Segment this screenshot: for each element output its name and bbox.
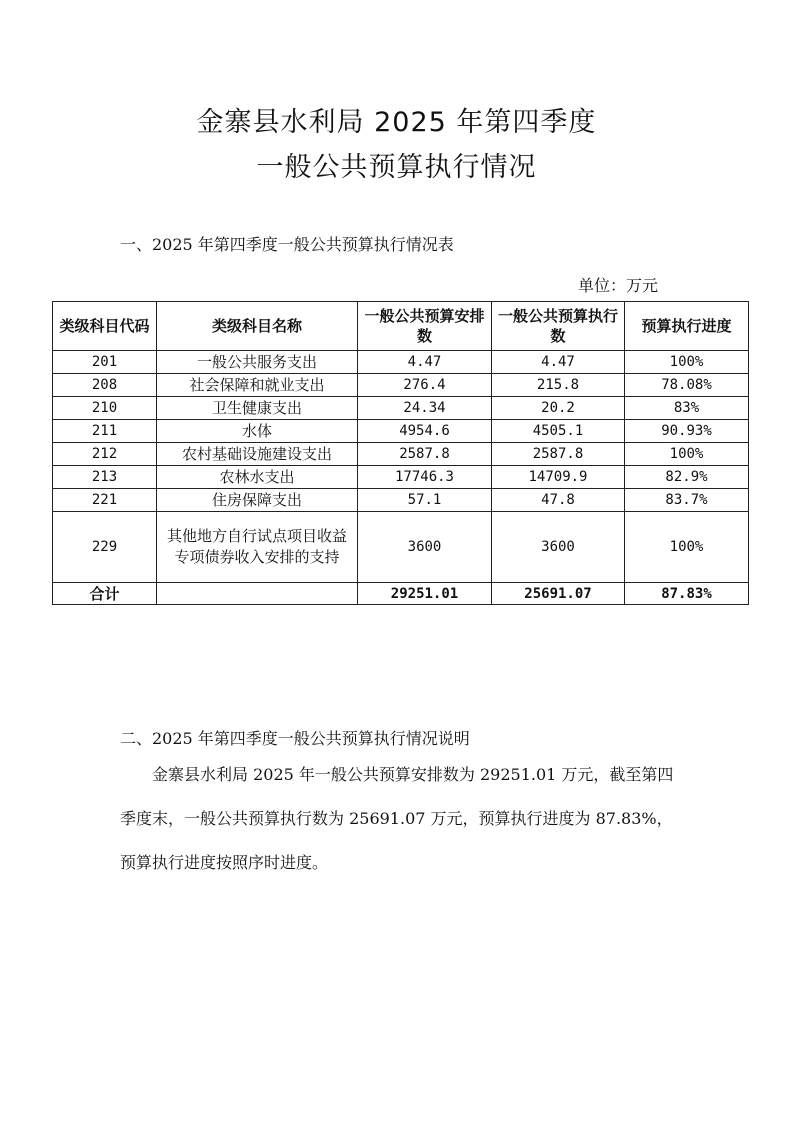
table-row: [53, 512, 749, 583]
row-executed: 3600: [492, 512, 625, 583]
row-budget: 4954.6: [358, 420, 492, 443]
table-total-row: [53, 583, 749, 605]
total-label: 合计: [53, 583, 157, 605]
row-progress: 100%: [625, 351, 749, 374]
row-code: 213: [53, 466, 157, 489]
row-name: 住房保障支出: [157, 489, 358, 512]
row-progress: 90.93%: [625, 420, 749, 443]
table-row: [53, 374, 749, 397]
row-executed: 20.2: [492, 397, 625, 420]
row-executed: 215.8: [492, 374, 625, 397]
row-budget: 17746.3: [358, 466, 492, 489]
row-name: 其他地方自行试点项目收益专项债券收入安排的支持: [157, 512, 358, 583]
header-executed: 一般公共预算执行数: [492, 302, 625, 351]
section1-heading: 一、2025 年第四季度一般公共预算执行情况表: [120, 235, 454, 254]
row-name: 农村基础设施建设支出: [157, 443, 358, 466]
row-code: 201: [53, 351, 157, 374]
row-progress: 100%: [625, 512, 749, 583]
unit-label: 单位：万元: [578, 276, 659, 295]
row-budget: 2587.8: [358, 443, 492, 466]
budget-table: [52, 301, 749, 605]
row-budget: 24.34: [358, 397, 492, 420]
section2-heading: 二、2025 年第四季度一般公共预算执行情况说明: [120, 729, 470, 748]
section2-paragraph: 金寨县水利局 2025 年一般公共预算安排数为 29251.01 万元，截至第四季度末，一般公共预算执行数为 25691.07 万元，预算执行进度为 87.83%，预算执行进度按照序时进度。: [120, 765, 674, 872]
row-executed: 47.8: [492, 489, 625, 512]
total-progress: 87.83%: [625, 583, 749, 605]
document-title-line1: 金寨县水利局 2025 年第四季度: [196, 107, 597, 138]
row-name: 水体: [157, 420, 358, 443]
total-budget: 29251.01: [358, 583, 492, 605]
row-code: 229: [53, 512, 157, 583]
header-budget: 一般公共预算安排数: [358, 302, 492, 351]
header-name: 类级科目名称: [157, 302, 358, 351]
row-progress: 83%: [625, 397, 749, 420]
table-row: [53, 397, 749, 420]
table-row: [53, 420, 749, 443]
table-row: [53, 489, 749, 512]
header-code: 类级科目代码: [53, 302, 157, 351]
row-code: 221: [53, 489, 157, 512]
total-name: [157, 583, 358, 605]
row-code: 208: [53, 374, 157, 397]
table-row: [53, 466, 749, 489]
header-progress: 预算执行进度: [625, 302, 749, 351]
row-executed: 2587.8: [492, 443, 625, 466]
document-title-line2: 一般公共预算执行情况: [256, 152, 537, 183]
row-name: 卫生健康支出: [157, 397, 358, 420]
row-budget: 57.1: [358, 489, 492, 512]
row-code: 210: [53, 397, 157, 420]
row-progress: 82.9%: [625, 466, 749, 489]
row-progress: 78.08%: [625, 374, 749, 397]
row-budget: 4.47: [358, 351, 492, 374]
table-row: [53, 443, 749, 466]
row-name: 农林水支出: [157, 466, 358, 489]
table-header-row: [53, 302, 749, 351]
row-progress: 83.7%: [625, 489, 749, 512]
row-executed: 4505.1: [492, 420, 625, 443]
row-progress: 100%: [625, 443, 749, 466]
row-name: 一般公共服务支出: [157, 351, 358, 374]
row-budget: 276.4: [358, 374, 492, 397]
row-code: 212: [53, 443, 157, 466]
row-executed: 14709.9: [492, 466, 625, 489]
total-executed: 25691.07: [492, 583, 625, 605]
table-row: [53, 351, 749, 374]
row-budget: 3600: [358, 512, 492, 583]
row-name: 社会保障和就业支出: [157, 374, 358, 397]
row-executed: 4.47: [492, 351, 625, 374]
row-code: 211: [53, 420, 157, 443]
